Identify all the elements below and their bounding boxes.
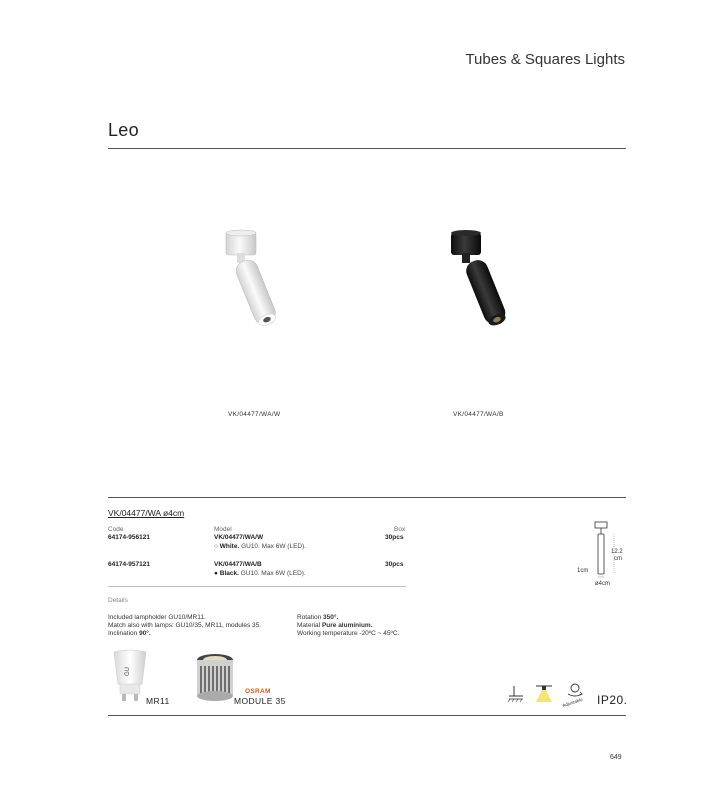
category-title: Tubes & Squares Lights bbox=[465, 51, 625, 68]
spec-table-header: VK/04477/WA ø4cm bbox=[108, 508, 185, 518]
details-label: Details bbox=[108, 597, 128, 604]
white-fixture-image bbox=[210, 225, 300, 335]
product-caption-white: VK/04477/WA/W bbox=[228, 411, 281, 418]
title-divider bbox=[108, 148, 626, 149]
row1-code: 64174-956121 bbox=[108, 534, 150, 541]
svg-text:GU: GU bbox=[125, 667, 131, 676]
dimension-height: 12.2 cm bbox=[611, 549, 623, 562]
detail-lampholder: Included lampholder GU10/MR11. bbox=[108, 614, 206, 621]
osram-module-image bbox=[194, 652, 236, 702]
background-watermark bbox=[60, 8, 300, 48]
col-label-model: Model bbox=[214, 526, 232, 533]
module-35-label: MODULE 35 bbox=[234, 696, 286, 706]
row2-spec: GU10. Max 6W (LED). bbox=[240, 570, 306, 577]
row2-model: VK/04477/WA/B bbox=[214, 561, 262, 568]
mr11-label: MR11 bbox=[146, 696, 170, 706]
osram-brand: OSRAM bbox=[245, 688, 271, 695]
row1-color: White. bbox=[219, 543, 240, 550]
row2-code: 64174-957121 bbox=[108, 561, 150, 568]
col-label-code: Code bbox=[108, 526, 124, 533]
row1-model: VK/04477/WA/W bbox=[214, 534, 264, 541]
ceiling-mount-icon bbox=[506, 684, 526, 704]
spec-rows-divider bbox=[108, 586, 406, 587]
detail-rotation: Rotation 350°. bbox=[297, 614, 339, 621]
row2-desc bbox=[214, 570, 306, 578]
black-fixture-image bbox=[440, 225, 530, 335]
light-beam-icon bbox=[532, 684, 556, 704]
row2-color: Black. bbox=[219, 570, 239, 577]
page-title: Leo bbox=[108, 120, 139, 140]
mr11-lamp-image bbox=[110, 648, 150, 704]
detail-inclination: Inclination 90°. bbox=[108, 630, 151, 637]
spec-divider-top bbox=[108, 497, 626, 498]
dimension-offset: 1cm bbox=[577, 568, 589, 574]
ip-rating: IP20. bbox=[597, 693, 628, 707]
black-circle-icon: ● bbox=[214, 570, 218, 577]
white-circle-icon: ○ bbox=[214, 543, 218, 550]
adjustable-label: Adjustable bbox=[561, 696, 584, 709]
dimension-diameter: ø4cm bbox=[595, 581, 610, 587]
detail-working-temperature: Working temperature -20ºC ~ 45ºC. bbox=[297, 630, 400, 637]
row1-desc bbox=[214, 543, 306, 551]
footer-divider bbox=[108, 715, 626, 716]
page-number: 649 bbox=[610, 754, 622, 761]
detail-match-lamps: Match also with lamps: GU10/35, MR11, modules 35. bbox=[108, 622, 262, 629]
row2-box: 30pcs bbox=[385, 561, 404, 568]
col-label-box: Box bbox=[394, 526, 406, 533]
product-caption-black: VK/04477/WA/B bbox=[453, 411, 504, 418]
row1-spec: GU10. Max 6W (LED). bbox=[241, 543, 307, 550]
row1-box: 30pcs bbox=[385, 534, 404, 541]
detail-material: Material Pure aluminium. bbox=[297, 622, 373, 629]
